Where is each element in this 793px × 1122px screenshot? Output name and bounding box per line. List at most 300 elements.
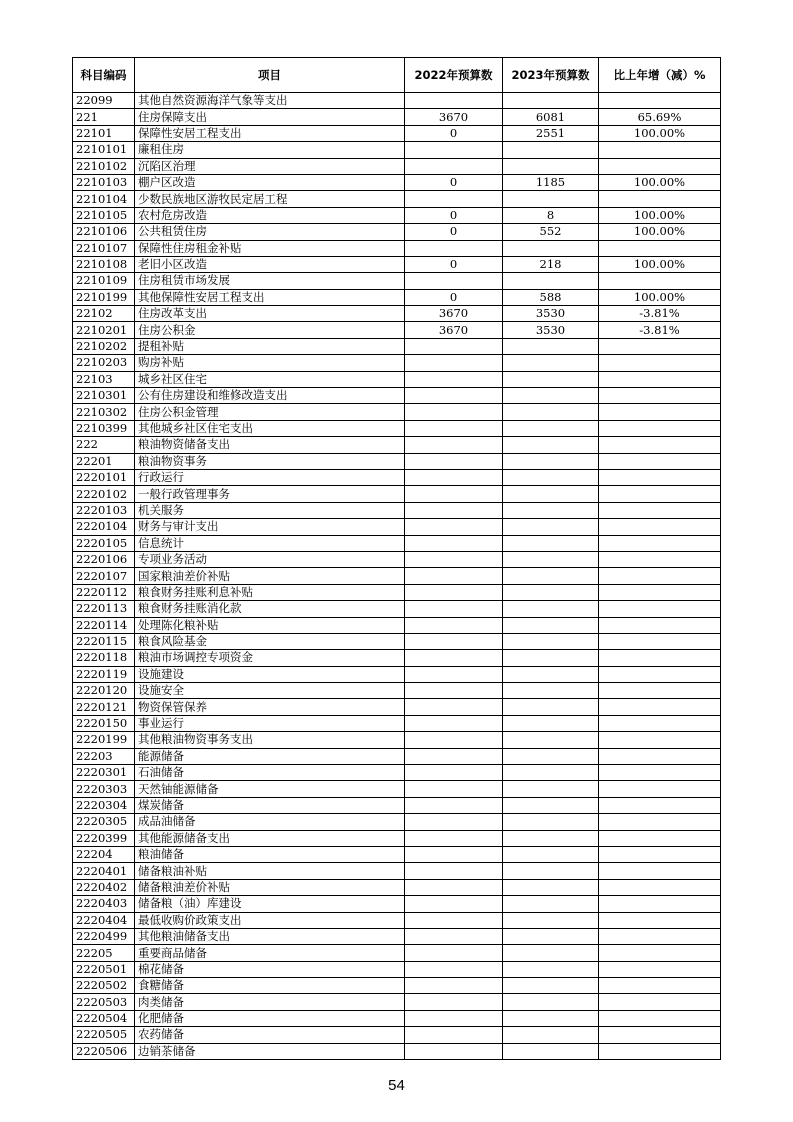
cell-code: 2220118 [73,650,135,666]
cell-change [599,765,721,781]
cell-budget-2022 [405,535,503,551]
cell-code: 2220401 [73,863,135,879]
cell-budget-2023 [503,420,599,436]
cell-budget-2023 [503,453,599,469]
cell-budget-2022 [405,388,503,404]
cell-budget-2023 [503,338,599,354]
cell-code: 2220504 [73,1010,135,1026]
cell-name: 农村危房改造 [135,207,405,223]
cell-budget-2022 [405,732,503,748]
cell-name: 公共租赁住房 [135,224,405,240]
cell-budget-2022: 3670 [405,306,503,322]
cell-budget-2022 [405,650,503,666]
cell-budget-2023 [503,1027,599,1043]
cell-budget-2022 [405,633,503,649]
cell-code: 2220404 [73,912,135,928]
cell-budget-2023 [503,961,599,977]
cell-budget-2022 [405,355,503,371]
table-row [73,273,721,289]
cell-change [599,732,721,748]
table-row [73,994,721,1010]
cell-name: 粮油物资事务 [135,453,405,469]
cell-change [599,273,721,289]
header-budget-2022: 2022年预算数 [405,58,503,93]
cell-change [599,93,721,109]
cell-change [599,633,721,649]
table-row [73,306,721,322]
cell-change [599,961,721,977]
cell-budget-2022 [405,191,503,207]
table-row [73,633,721,649]
cell-budget-2022 [405,978,503,994]
cell-name: 其他粮油物资事务支出 [135,732,405,748]
table-row [73,715,721,731]
table-row [73,650,721,666]
cell-change [599,978,721,994]
cell-budget-2023 [503,355,599,371]
cell-budget-2022 [405,879,503,895]
cell-code: 2220120 [73,683,135,699]
cell-budget-2022 [405,617,503,633]
cell-change: 100.00% [599,125,721,141]
cell-budget-2023 [503,765,599,781]
cell-name: 保障性住房租金补贴 [135,240,405,256]
table-row [73,617,721,633]
cell-code: 2220502 [73,978,135,994]
cell-budget-2022 [405,797,503,813]
cell-name: 设施安全 [135,683,405,699]
cell-budget-2023: 218 [503,256,599,272]
table-row [73,191,721,207]
cell-code: 2220399 [73,830,135,846]
table-row [73,519,721,535]
cell-name: 机关服务 [135,502,405,518]
cell-change [599,715,721,731]
cell-budget-2022: 0 [405,125,503,141]
cell-change [599,1010,721,1026]
header-name: 项目 [135,58,405,93]
cell-budget-2022 [405,420,503,436]
cell-name: 少数民族地区游牧民定居工程 [135,191,405,207]
table-row [73,486,721,502]
cell-name: 棉花储备 [135,961,405,977]
table-row [73,125,721,141]
cell-code: 2220499 [73,928,135,944]
cell-code: 2210203 [73,355,135,371]
table-row [73,846,721,862]
cell-code: 2210102 [73,158,135,174]
table-row [73,978,721,994]
cell-budget-2023 [503,846,599,862]
cell-name: 一般行政管理事务 [135,486,405,502]
cell-name: 老旧小区改造 [135,256,405,272]
cell-code: 22103 [73,371,135,387]
cell-code: 2210202 [73,338,135,354]
cell-budget-2023 [503,191,599,207]
table-row [73,142,721,158]
cell-budget-2022 [405,584,503,600]
cell-budget-2022 [405,601,503,617]
cell-budget-2022: 0 [405,207,503,223]
table-row [73,912,721,928]
cell-change [599,420,721,436]
table-row [73,568,721,584]
cell-name: 食糖储备 [135,978,405,994]
cell-name: 石油储备 [135,765,405,781]
cell-budget-2023 [503,371,599,387]
table-row [73,240,721,256]
cell-budget-2023 [503,469,599,485]
cell-name: 边销茶储备 [135,1043,405,1059]
table-row [73,355,721,371]
cell-change [599,928,721,944]
table-header-row [73,58,721,93]
cell-change [599,371,721,387]
cell-change [599,191,721,207]
cell-code: 2210201 [73,322,135,338]
cell-budget-2023 [503,388,599,404]
cell-name: 化肥储备 [135,1010,405,1026]
cell-budget-2022 [405,1010,503,1026]
cell-budget-2022 [405,928,503,944]
cell-code: 2220103 [73,502,135,518]
cell-budget-2023 [503,519,599,535]
cell-code: 22201 [73,453,135,469]
cell-code: 2220501 [73,961,135,977]
cell-change [599,912,721,928]
table-row [73,961,721,977]
cell-name: 肉类储备 [135,994,405,1010]
table-row [73,224,721,240]
cell-code: 2210105 [73,207,135,223]
cell-budget-2022 [405,765,503,781]
cell-code: 2220402 [73,879,135,895]
cell-budget-2022 [405,896,503,912]
cell-budget-2022: 0 [405,256,503,272]
cell-budget-2023 [503,1043,599,1059]
cell-code: 2210104 [73,191,135,207]
cell-code: 2210103 [73,174,135,190]
table-row [73,732,721,748]
cell-change [599,601,721,617]
cell-budget-2022 [405,142,503,158]
cell-code: 2220104 [73,519,135,535]
cell-name: 其他保障性安居工程支出 [135,289,405,305]
cell-budget-2023 [503,896,599,912]
cell-change: -3.81% [599,306,721,322]
cell-budget-2023: 1185 [503,174,599,190]
cell-change [599,683,721,699]
cell-code: 2220150 [73,715,135,731]
cell-budget-2022 [405,715,503,731]
cell-code: 2220101 [73,469,135,485]
cell-name: 信息统计 [135,535,405,551]
table-row [73,453,721,469]
table-row [73,338,721,354]
cell-change [599,650,721,666]
cell-code: 2220506 [73,1043,135,1059]
cell-budget-2023 [503,1010,599,1026]
cell-change [599,469,721,485]
cell-budget-2022 [405,994,503,1010]
cell-budget-2023 [503,781,599,797]
cell-budget-2023 [503,945,599,961]
cell-budget-2022 [405,519,503,535]
cell-name: 专项业务活动 [135,551,405,567]
cell-budget-2022 [405,748,503,764]
cell-budget-2022 [405,371,503,387]
cell-code: 22101 [73,125,135,141]
cell-budget-2023 [503,650,599,666]
cell-budget-2023 [503,633,599,649]
cell-code: 2210101 [73,142,135,158]
table-row [73,404,721,420]
table-row [73,535,721,551]
cell-name: 国家粮油差价补贴 [135,568,405,584]
cell-name: 住房保障支出 [135,109,405,125]
cell-code: 2220107 [73,568,135,584]
cell-name: 粮食财务挂账利息补贴 [135,584,405,600]
cell-budget-2023: 588 [503,289,599,305]
table-row [73,863,721,879]
table-row [73,502,721,518]
table-body [73,93,721,1060]
cell-change [599,437,721,453]
cell-budget-2023 [503,273,599,289]
table-row [73,601,721,617]
table-row [73,388,721,404]
cell-change [599,781,721,797]
cell-budget-2022: 0 [405,289,503,305]
cell-budget-2022: 3670 [405,322,503,338]
cell-budget-2023 [503,797,599,813]
cell-budget-2023 [503,994,599,1010]
cell-code: 2220113 [73,601,135,617]
cell-change [599,388,721,404]
table-row [73,174,721,190]
table-row [73,322,721,338]
table-row [73,158,721,174]
cell-budget-2022 [405,961,503,977]
cell-code: 2220106 [73,551,135,567]
cell-code: 22102 [73,306,135,322]
cell-name: 购房补贴 [135,355,405,371]
cell-code: 22205 [73,945,135,961]
cell-name: 粮食风险基金 [135,633,405,649]
cell-change [599,502,721,518]
table-row [73,437,721,453]
cell-budget-2022 [405,1027,503,1043]
cell-change [599,551,721,567]
cell-budget-2023 [503,404,599,420]
cell-code: 2220119 [73,666,135,682]
cell-name: 重要商品储备 [135,945,405,961]
cell-name: 提租补贴 [135,338,405,354]
cell-change [599,1027,721,1043]
cell-code: 2210199 [73,289,135,305]
cell-budget-2022 [405,945,503,961]
cell-budget-2023 [503,568,599,584]
cell-change [599,617,721,633]
table-row [73,928,721,944]
cell-name: 储备粮油差价补贴 [135,879,405,895]
cell-name: 最低收购价政策支出 [135,912,405,928]
cell-code: 22204 [73,846,135,862]
cell-change [599,1043,721,1059]
cell-budget-2023 [503,928,599,944]
cell-budget-2022 [405,404,503,420]
cell-name: 储备粮油补贴 [135,863,405,879]
cell-change [599,896,721,912]
cell-code: 2210302 [73,404,135,420]
cell-budget-2023 [503,814,599,830]
cell-change [599,453,721,469]
cell-change [599,797,721,813]
cell-change [599,486,721,502]
cell-change [599,666,721,682]
table-row [73,765,721,781]
cell-change [599,142,721,158]
cell-budget-2023 [503,978,599,994]
cell-code: 2220121 [73,699,135,715]
table-row [73,781,721,797]
cell-budget-2022 [405,830,503,846]
cell-name: 粮油物资储备支出 [135,437,405,453]
cell-budget-2023 [503,502,599,518]
cell-name: 粮食财务挂账消化款 [135,601,405,617]
cell-name: 其他能源储备支出 [135,830,405,846]
cell-name: 住房公积金 [135,322,405,338]
table-row [73,814,721,830]
cell-code: 2220199 [73,732,135,748]
cell-name: 行政运行 [135,469,405,485]
cell-budget-2022 [405,551,503,567]
cell-budget-2023 [503,683,599,699]
cell-change [599,748,721,764]
cell-budget-2022 [405,273,503,289]
cell-code: 2210106 [73,224,135,240]
cell-change [599,994,721,1010]
cell-budget-2022 [405,437,503,453]
cell-budget-2023: 3530 [503,306,599,322]
cell-budget-2023 [503,699,599,715]
cell-code: 2220112 [73,584,135,600]
cell-budget-2022: 3670 [405,109,503,125]
cell-name: 保障性安居工程支出 [135,125,405,141]
cell-budget-2022 [405,1043,503,1059]
table-row [73,1010,721,1026]
cell-budget-2023 [503,666,599,682]
cell-code: 2220114 [73,617,135,633]
cell-budget-2023 [503,584,599,600]
cell-code: 221 [73,109,135,125]
cell-name: 粮油市场调控专项资金 [135,650,405,666]
cell-change [599,404,721,420]
cell-budget-2022 [405,158,503,174]
cell-code: 2220301 [73,765,135,781]
cell-name: 财务与审计支出 [135,519,405,535]
cell-name: 粮油储备 [135,846,405,862]
table-row [73,879,721,895]
table-row [73,551,721,567]
cell-change [599,814,721,830]
cell-change [599,584,721,600]
cell-budget-2022 [405,568,503,584]
cell-change [599,568,721,584]
table-row [73,256,721,272]
cell-budget-2023 [503,535,599,551]
cell-budget-2023 [503,830,599,846]
cell-code: 222 [73,437,135,453]
cell-name: 物资保管保养 [135,699,405,715]
cell-budget-2023 [503,551,599,567]
cell-code: 22099 [73,93,135,109]
table-row [73,896,721,912]
cell-name: 成品油储备 [135,814,405,830]
cell-name: 城乡社区住宅 [135,371,405,387]
cell-name: 其他粮油储备支出 [135,928,405,944]
cell-budget-2023: 2551 [503,125,599,141]
cell-name: 处理陈化粮补贴 [135,617,405,633]
cell-name: 公有住房建设和维修改造支出 [135,388,405,404]
cell-budget-2022 [405,699,503,715]
header-change: 比上年增（减）% [599,58,721,93]
cell-change [599,879,721,895]
cell-name: 住房公积金管理 [135,404,405,420]
header-budget-2023: 2023年预算数 [503,58,599,93]
cell-change [599,846,721,862]
cell-budget-2023: 6081 [503,109,599,125]
table-row [73,1027,721,1043]
cell-budget-2023 [503,142,599,158]
cell-name: 天然铀能源储备 [135,781,405,797]
cell-budget-2023 [503,732,599,748]
cell-name: 沉陷区治理 [135,158,405,174]
cell-budget-2022 [405,453,503,469]
cell-change: 65.69% [599,109,721,125]
cell-code: 2220305 [73,814,135,830]
cell-change: 100.00% [599,289,721,305]
cell-name: 能源储备 [135,748,405,764]
cell-budget-2022 [405,93,503,109]
cell-code: 22203 [73,748,135,764]
cell-budget-2022 [405,863,503,879]
table-row [73,420,721,436]
cell-code: 2220403 [73,896,135,912]
table-row [73,797,721,813]
cell-code: 2210399 [73,420,135,436]
cell-change: 100.00% [599,207,721,223]
cell-code: 2210301 [73,388,135,404]
cell-change [599,699,721,715]
page-number: 54 [388,1077,405,1094]
cell-budget-2023 [503,715,599,731]
cell-budget-2023 [503,863,599,879]
cell-budget-2023 [503,240,599,256]
cell-change: 100.00% [599,224,721,240]
cell-budget-2022: 0 [405,174,503,190]
table-row [73,945,721,961]
cell-budget-2023 [503,617,599,633]
table-row [73,469,721,485]
cell-budget-2023 [503,437,599,453]
cell-name: 储备粮（油）库建设 [135,896,405,912]
table-row [73,830,721,846]
cell-code: 2210108 [73,256,135,272]
cell-name: 煤炭储备 [135,797,405,813]
cell-budget-2022 [405,781,503,797]
cell-budget-2022 [405,469,503,485]
